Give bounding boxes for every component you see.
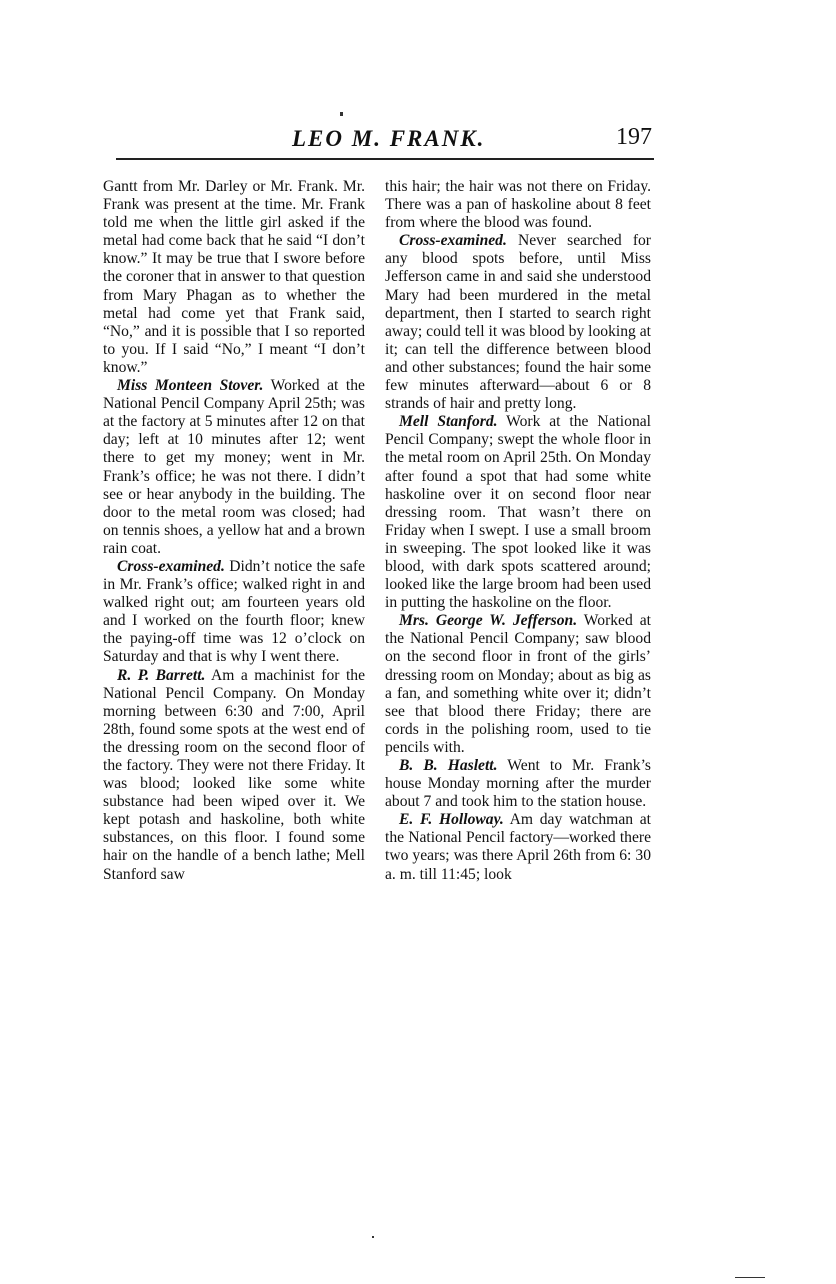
witness-name: B. B. Haslett. bbox=[399, 757, 498, 774]
ink-speck bbox=[340, 112, 343, 116]
witness-name: Mell Stanford. bbox=[399, 413, 498, 431]
cross-examined-label: Cross-examined. bbox=[399, 232, 507, 250]
paragraph bbox=[103, 377, 365, 558]
paragraph-text: Am a machinist for the National Pencil Company. On Monday morning between 6:30 and 7:00, April 28th, found some spots at the west end of the dressing room on the second floor of the factory. They were not there Friday. It was blood; looked like some white substance had been wiped over it. We kept potash and haskoline, both white substances, on this floor. I found some hair on the handle of a bench lathe; Mell Stanford saw bbox=[103, 666, 365, 883]
paragraph bbox=[385, 178, 651, 232]
witness-name: Miss Monteen Stover. bbox=[117, 377, 264, 395]
witness-name: R. P. Barrett. bbox=[117, 666, 206, 684]
paragraph bbox=[103, 558, 365, 667]
left-column bbox=[103, 178, 365, 884]
page-number: 197 bbox=[616, 124, 652, 150]
paragraph bbox=[385, 612, 651, 757]
paragraph-text: Worked at the National Pencil Company; saw blood on the second floor in front of the girls’ dressing room on Monday; about as big as a fan, and something white over it; didn’t see that blood there Friday; there are cords in the polishing room, used to tie pencils with. bbox=[385, 612, 651, 756]
paragraph-text: Worked at the National Pencil Company April 25th; was at the factory at 5 minutes after 12 on that day; left at 10 minutes after 12; went there to get my money; went in Mr. Frank’s office; he was not there. I didn’t see or hear anybody in the building. The door to the metal room was closed; had on tennis shoes, a yellow hat and a brown rain coat. bbox=[103, 377, 365, 557]
paragraph bbox=[385, 413, 651, 612]
paragraph-text: Never searched for any blood spots before, until Miss Jefferson came in and said she understood Mary had been murdered in the metal department, then I started to search right away; could tell it was blood by looking at it; can tell the difference between blood and other substances; found the hair some few minutes afterward—about 6 or 8 strands of hair and pretty long. bbox=[385, 232, 651, 413]
right-column bbox=[385, 178, 651, 884]
paragraph-text: Work at the National Pencil Company; swept the whole floor in the metal room on April 25th. On Monday after found a spot that had some white haskoline over it on second floor near dressing room. That wasn’t there on Friday when I swept. I use a small broom in sweeping. The spot looked like it was blood, with dark spots scattered around; looked like the large broom had been used in putting the haskoline on the floor. bbox=[385, 413, 651, 612]
paragraph-text: Went to Mr. Frank’s house Monday morning after the murder about 7 and took him to the station house. bbox=[385, 757, 651, 811]
paragraph-text: Gantt from Mr. Darley or Mr. Frank. Mr. Frank was present at the time. Mr. Frank told me when the little girl asked if the metal had come back that he said “I don’t know.” It may be true that I swore before the coroner that in answer to that question from Mary Phagan as to whether the metal had come yet that Frank said, “No,” and it is possible that I so reported to you. If I said “No,” I meant “I don’t know.” bbox=[103, 178, 365, 376]
paragraph-text: this hair; the hair was not there on Friday. There was a pan of haskoline about 8 feet from where the blood was found. bbox=[385, 178, 651, 232]
paragraph-text: Didn’t notice the safe in Mr. Frank’s office; walked right in and walked right out; am fourteen years old and I worked on the fourth floor; knew the paying-off time was 12 o’clock on Saturday and that is why I went there. bbox=[103, 557, 365, 666]
paragraph bbox=[385, 757, 651, 811]
witness-name: Mrs. George W. Jefferson. bbox=[399, 612, 578, 630]
paragraph bbox=[385, 232, 651, 413]
cross-examined-label: Cross-examined. bbox=[117, 557, 225, 575]
ink-speck bbox=[735, 1277, 765, 1278]
paragraph-text: Am day watchman at the National Pencil factory—worked there two years; was there April 26th from 6: 30 a. m. till 11:45; look bbox=[385, 811, 651, 883]
ink-speck bbox=[372, 1236, 374, 1238]
page-header bbox=[116, 124, 654, 160]
paragraph bbox=[103, 667, 365, 884]
running-title: LEO M. FRANK. bbox=[292, 126, 486, 151]
paragraph bbox=[385, 811, 651, 883]
witness-name: E. F. Holloway. bbox=[399, 811, 504, 829]
paragraph bbox=[103, 178, 365, 377]
